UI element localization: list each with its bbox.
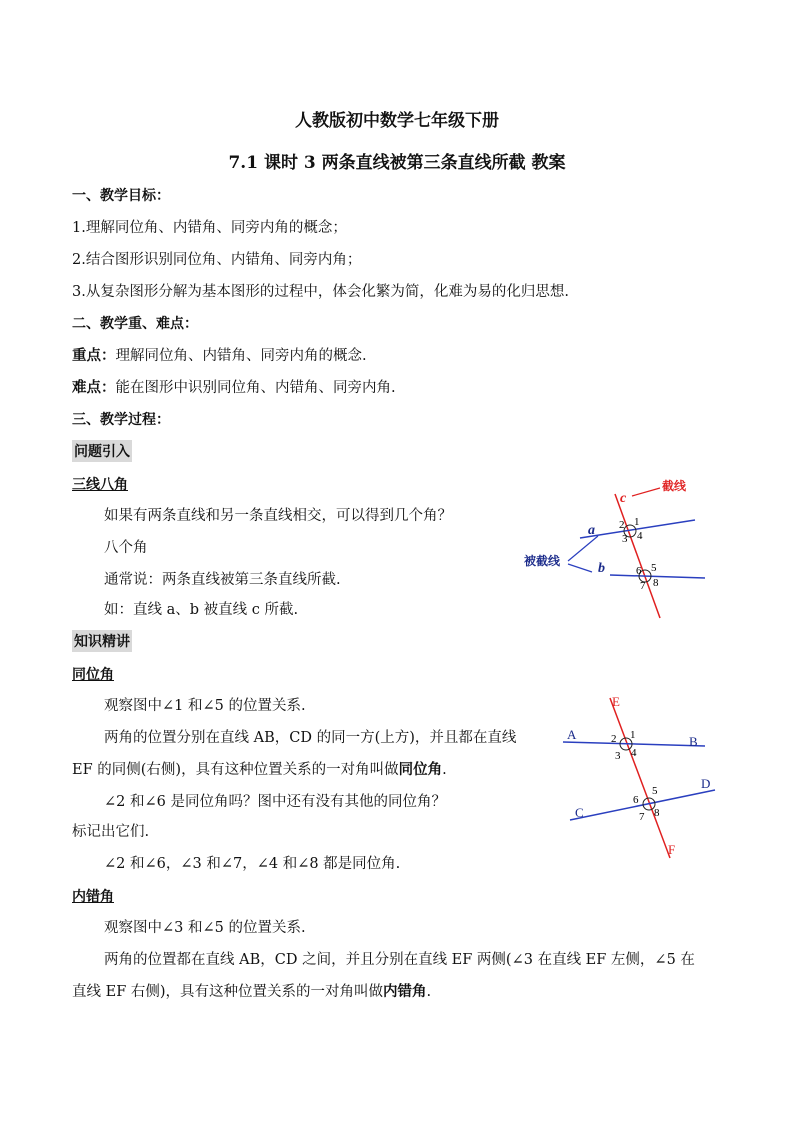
paragraph: 观察图中∠3 和∠5 的位置关系. (104, 920, 306, 936)
key-point-label: 重点： (72, 347, 116, 364)
angle-label: 7 (639, 811, 645, 823)
angle-label: 5 (652, 785, 658, 797)
subheading-three-lines-eight-angles: 三线八角 (72, 477, 128, 493)
term-corresponding-angles: 同位角 (398, 761, 443, 778)
difficult-point-text: 能在图形中识别同位角、内错角、同旁内角. (115, 380, 396, 396)
angle-label: 3 (615, 750, 621, 762)
term-alternate-interior-angles: 内错角 (383, 983, 427, 1000)
subheading-corresponding-angles: 同位角 (72, 667, 114, 683)
tag-intro: 问题引入 (72, 440, 132, 462)
label-point-c: C (575, 805, 584, 820)
paragraph-text: 直线 EF 右侧)，具有这种位置关系的一对角叫做 (72, 984, 384, 1000)
transversal-line-ef (610, 698, 670, 858)
label-point-a: A (567, 727, 577, 742)
label-point-d: D (701, 776, 711, 791)
angle-label: 7 (640, 580, 646, 592)
key-point (72, 346, 367, 366)
paragraph: ∠2 和∠6 是同位角吗？图中还有没有其他的同位角？ (104, 794, 446, 810)
paragraph (72, 982, 431, 1002)
section-heading-keypoints: 二、教学重、难点： (72, 316, 198, 332)
figure-parallel-lines (555, 690, 725, 870)
label-line-c: c (620, 491, 627, 506)
angle-label: 5 (651, 562, 657, 574)
paragraph-text: EF 的同侧(右侧)，具有这种位置关系的一对角叫做 (72, 762, 399, 778)
paragraph (72, 760, 447, 780)
angle-label: 8 (653, 577, 659, 589)
paragraph-text: . (442, 762, 447, 778)
angle-label: 4 (631, 747, 637, 759)
paragraph: 如果有两条直线和另一条直线相交，可以得到几个角？ (104, 508, 452, 524)
label-point-b: B (689, 734, 698, 749)
paragraph: 标记出它们. (72, 824, 150, 840)
angle-label: 6 (636, 565, 642, 577)
line-ab (563, 742, 705, 746)
transversal-line-c (615, 494, 660, 618)
goal-item: 2.结合图形识别同位角、内错角、同旁内角； (72, 252, 362, 268)
paragraph-text: . (426, 984, 432, 1000)
paragraph: 如：直线 a、b 被直线 c 所截. (104, 602, 299, 618)
paragraph: 八个角 (104, 540, 148, 556)
document-title: 人教版初中数学七年级下册 (295, 111, 499, 131)
angle-label: 8 (654, 807, 660, 819)
angle-label: 2 (619, 519, 625, 531)
angle-label: 1 (634, 516, 640, 528)
angle-label: 4 (637, 530, 643, 542)
label-point-f: F (668, 842, 676, 857)
paragraph: 通常说：两条直线被第三条直线所截. (104, 572, 341, 588)
label-line-a: a (588, 523, 595, 538)
lesson-title: 7.1 课时 3 两条直线被第三条直线所截 教案 (228, 153, 566, 173)
difficult-point (72, 378, 396, 398)
arrow-to-a (568, 536, 598, 561)
angle-label: 6 (633, 794, 639, 806)
goal-item: 1.理解同位角、内错角、同旁内角的概念； (72, 220, 347, 236)
arrow-to-b (568, 564, 592, 572)
section-heading-goals: 一、教学目标： (72, 188, 170, 204)
angle-label: 3 (622, 533, 628, 545)
label-cut-line: 截线 (662, 479, 687, 493)
goal-item: 3.从复杂图形分解为基本图形的过程中，体会化繁为简，化难为易的化归思想. (72, 284, 569, 300)
paragraph: 观察图中∠1 和∠5 的位置关系. (104, 698, 306, 714)
key-point-text: 理解同位角、内错角、同旁内角的概念. (115, 348, 367, 364)
label-line-b: b (598, 561, 605, 576)
angle-label: 1 (630, 729, 636, 741)
arrow-cut (632, 488, 660, 496)
figure-three-lines (520, 476, 720, 626)
section-heading-process: 三、教学过程： (72, 412, 170, 428)
paragraph: 两角的位置分别在直线 AB，CD 的同一方(上方)，并且都在直线 (104, 730, 517, 746)
angle-label: 2 (611, 733, 617, 745)
tag-knowledge: 知识精讲 (72, 630, 132, 652)
difficult-point-label: 难点： (72, 379, 116, 396)
paragraph: ∠2 和∠6，∠3 和∠7，∠4 和∠8 都是同位角. (104, 856, 401, 872)
label-cut-lines: 被截线 (524, 554, 561, 568)
subheading-alternate-interior-angles: 内错角 (72, 889, 114, 905)
paragraph: 两角的位置都在直线 AB，CD 之间，并且分别在直线 EF 两侧(∠3 在直线 EF 左侧，∠5 在 (104, 952, 695, 968)
label-point-e: E (612, 694, 620, 709)
